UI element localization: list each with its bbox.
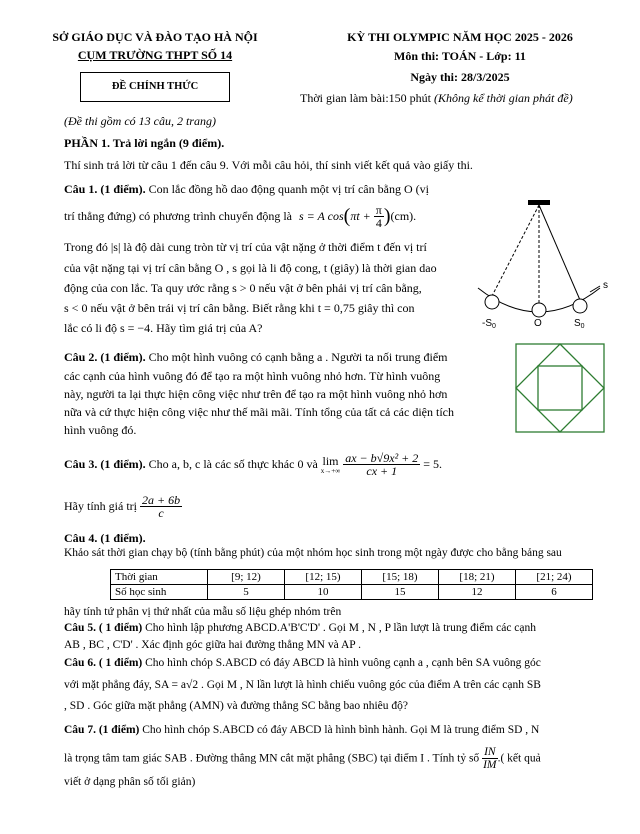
- label-s0: $S_0$: [574, 318, 585, 330]
- q6-line1: [64, 657, 541, 669]
- table-header-cell: [12; 15): [285, 570, 362, 585]
- q3-ask-den: c: [158, 506, 164, 520]
- q2-label: Câu 2. (1 điểm).: [64, 350, 146, 364]
- q1-text-5: động của con lắc. Ta quy ước rằng s > 0 nếu vật ở bên phải vị trí cân bằng,: [64, 281, 422, 295]
- q5-line1: [64, 622, 536, 634]
- table-cell: 5: [208, 585, 285, 600]
- q3-line2: [64, 494, 182, 524]
- q5-text-2: AB , BC , C'D' . Xác định góc giữa hai đường thẳng MN và AP .: [64, 639, 361, 651]
- table-cell: 10: [285, 585, 362, 600]
- q1-text-6: s < 0 nếu vật ở bên trái vị trí cân bằng. Biết rằng khi t = 0,75 giây thì con: [64, 301, 415, 315]
- q7-label: Câu 7. (1 điểm): [64, 724, 140, 736]
- q3-label: Câu 3. (1 điểm).: [64, 457, 146, 471]
- outer-square: [516, 344, 604, 432]
- q3-ask-num: 2a + 6b: [141, 493, 181, 507]
- q1-eq-num: π: [375, 203, 382, 217]
- exam-title: KỲ THI OLYMPIC NĂM HỌC 2025 - 2026: [347, 30, 573, 44]
- duration-note: (Không kể thời gian phát đề): [434, 91, 573, 105]
- table-header-cell: [21; 24): [516, 570, 593, 585]
- page-note: (Đề thi gồm có 13 câu, 2 trang): [64, 114, 216, 128]
- school-cluster-name: CỤM TRƯỜNG THPT SỐ 14: [77, 48, 233, 62]
- table-cell: 15: [362, 585, 439, 600]
- q1-text-2: trí thẳng đứng) có phương trình chuyển động là: [64, 209, 292, 223]
- table-header-cell: Thời gian: [111, 570, 208, 585]
- q3-eq-end: = 5.: [423, 457, 443, 471]
- q3-denominator: cx + 1: [366, 464, 398, 478]
- label-origin: O: [534, 318, 542, 329]
- q7-text-2-end: .( kết quả: [497, 752, 541, 765]
- q6-text-2: với mặt phẳng đáy, SA = a√2 . Gọi M , N lần lượt là hình chiếu vuông góc của điểm A trên các cạnh SB: [64, 679, 541, 691]
- q1-eq-fraction: [374, 204, 384, 229]
- q3-numerator: ax − b√9x² + 2: [345, 451, 419, 465]
- q7-text-2: là trọng tâm tam giác SAB . Đường thẳng MN cắt mặt phẳng (SBC) tại điểm I . Tính tỷ số: [64, 752, 480, 765]
- q1-eq-left: s = A cos: [298, 209, 344, 223]
- table-header-cell: [18; 21): [439, 570, 516, 585]
- q3-ask-fraction: [140, 494, 182, 519]
- q1-text-3: Trong đó |s| là độ dài cung tròn từ vị trí của vật nặng ở thời điểm t đến vị trí: [64, 240, 427, 254]
- bob-right: [573, 299, 587, 313]
- pendulum-figure: [470, 196, 620, 332]
- department-name: SỞ GIÁO DỤC VÀ ĐÀO TẠO HÀ NỘI: [52, 30, 258, 44]
- table-header-cell: [15; 18): [362, 570, 439, 585]
- q3-lim-sub: x→+∞: [320, 466, 341, 475]
- q3-lim-word: lim: [322, 453, 339, 468]
- official-exam-badge: ĐỀ CHÍNH THỨC: [80, 72, 230, 102]
- bob-left: [485, 295, 499, 309]
- q3-line1: [64, 452, 442, 482]
- q1-line2: trí thẳng đứng) có phương trình chuyển động là s = A cos(πt + $\frac{\pi}{4}$ )(cm).: [64, 203, 417, 230]
- q7-text-1: Cho hình chóp S.ABCD có đáy ABCD là hình bình hành. Gọi M là trung điểm SD , N: [142, 724, 540, 736]
- q3-limit: [321, 455, 340, 475]
- q2-text-5: hình vuông đó.: [64, 423, 137, 437]
- middle-square: [516, 344, 604, 432]
- q7-line1: [64, 724, 539, 736]
- exam-subject: Môn thi: TOÁN - Lớp: 11: [394, 49, 526, 63]
- q4-frequency-table: [110, 569, 593, 600]
- q7-ratio-num: IN: [484, 746, 496, 758]
- label-minus-s0: $-S_0$: [482, 318, 496, 330]
- q5-label: Câu 5. ( 1 điểm): [64, 622, 143, 634]
- q3-fraction: [343, 452, 420, 477]
- pendulum-mount: [528, 200, 550, 205]
- q7-text-3: viết ở dạng phân số tối giản): [64, 776, 196, 788]
- q5-text-1: Cho hình lập phương ABCD.A'B'C'D' . Gọi M , N , P lần lượt là trung điểm các cạnh: [145, 622, 537, 634]
- q1-eq-pi: πt +: [350, 209, 371, 223]
- q1-eq-den: 4: [375, 216, 382, 230]
- nested-squares-figure: [512, 340, 608, 436]
- q1-line1: [64, 182, 429, 197]
- q1-label: Câu 1. (1 điểm).: [64, 182, 146, 196]
- part1-title: PHẦN 1. Trả lời ngắn (9 điểm).: [64, 136, 225, 150]
- q1-text-4: của vật nặng tại vị trí cân bằng O , s gọi là li độ cong, t (giây) là thời gian dao: [64, 261, 437, 275]
- q7-ratio-den: IM: [483, 759, 497, 771]
- q6-label: Câu 6. ( 1 điểm): [64, 657, 143, 669]
- table-row: [111, 585, 593, 600]
- exam-duration: [300, 91, 573, 106]
- q4-text-1: Khảo sát thời gian chạy bộ (tính bằng phút) của một nhóm học sinh trong một ngày được cho bằng bảng sau: [64, 547, 562, 559]
- q2-text-1: Cho một hình vuông có cạnh bằng a . Người ta nối trung điểm: [148, 350, 448, 364]
- q7-line2: [64, 746, 541, 776]
- bob-center: [532, 303, 546, 317]
- q2-text-4: nữa và cứ thực hiện công việc như thế mãi mãi. Tính tổng của tất cả các diện tích: [64, 405, 454, 419]
- table-header-cell: [9; 12): [208, 570, 285, 585]
- q2-line1: [64, 350, 447, 365]
- q6-text-3: , SD . Góc giữa mặt phẳng (AMN) và đường thẳng SC bằng bao nhiêu độ?: [64, 700, 409, 712]
- q4-label: Câu 4. (1 điểm).: [64, 531, 146, 545]
- table-cell: 12: [439, 585, 516, 600]
- table-row-label: Số học sinh: [111, 585, 208, 600]
- q1-text-1: Con lắc đồng hồ dao động quanh một vị trí cân bằng O (vị: [148, 182, 429, 196]
- table-cell: 6: [516, 585, 593, 600]
- label-s: s: [603, 280, 608, 291]
- left-string: [492, 205, 539, 296]
- q1-text-7: lắc có li độ s = −4. Hãy tìm giá trị của A?: [64, 321, 263, 335]
- q2-text-2: các cạnh của hình vuông đó để tạo ra một hình vuông nhỏ hơn. Từ hình vuông: [64, 369, 441, 383]
- part1-instruction: Thí sinh trả lời từ câu 1 đến câu 9. Với mỗi câu hỏi, thí sinh viết kết quả vào giấy thi.: [64, 158, 473, 172]
- exam-date: Ngày thi: 28/3/2025: [410, 70, 510, 84]
- q6-text-1: Cho hình chóp S.ABCD có đáy ABCD là hình vuông cạnh a , cạnh bên SA vuông góc: [145, 657, 541, 669]
- q7-ratio: [482, 746, 498, 771]
- q3-ask: Hãy tính giá trị: [64, 499, 137, 513]
- duration-text: Thời gian làm bài:150 phút: [300, 91, 431, 105]
- inner-square: [538, 366, 582, 410]
- q2-text-3: này, người ta lại thực hiện công việc như trên để tạo ra một hình vuông nhỏ hơn: [64, 387, 448, 401]
- q4-text-2: hãy tính tứ phân vị thứ nhất của mẫu số liệu ghép nhóm trên: [64, 606, 342, 618]
- q3-text-1: Cho a, b, c là các số thực khác 0 và: [148, 457, 318, 471]
- q1-eq-unit: (cm).: [390, 209, 417, 223]
- right-string: [539, 205, 580, 300]
- table-row: [111, 570, 593, 585]
